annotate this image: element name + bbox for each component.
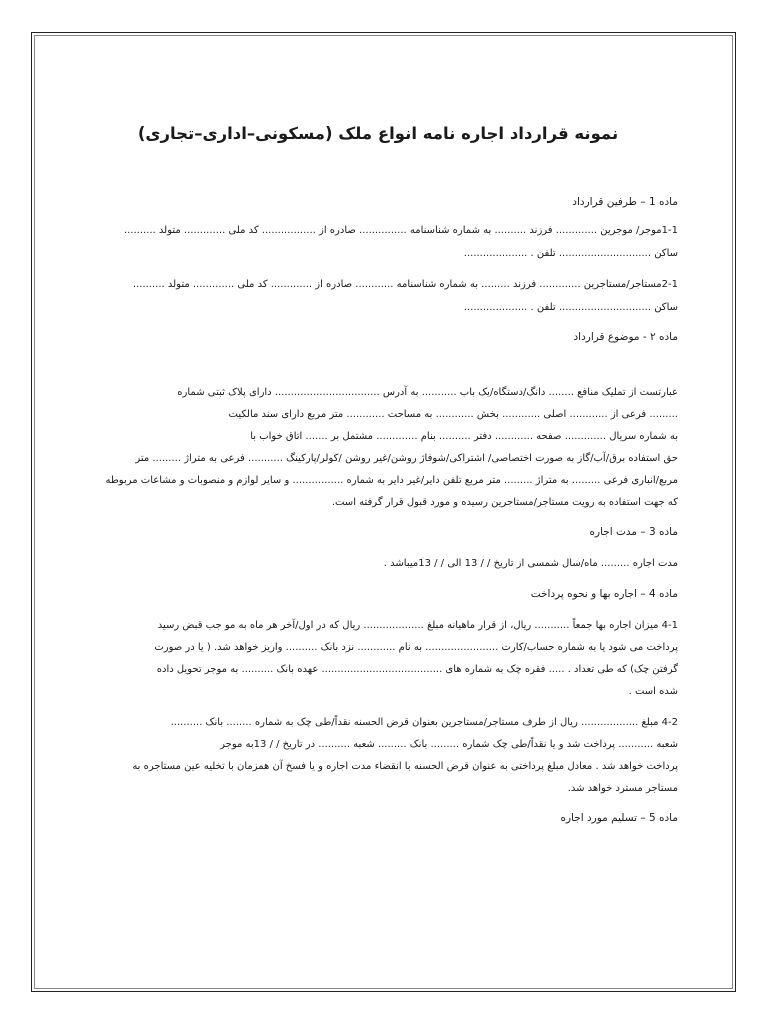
- rent-line-4: شده است .: [628, 685, 678, 697]
- tenant-line: 2-1مستاجر/مستاجرین ............. فرزند ......... به شماره شناسنامه ............ صادره از ............. کد ملی ............. متولد ..........: [132, 279, 678, 290]
- article-2-heading: ماده ۲ - موضوع قرارداد: [573, 331, 678, 343]
- landlord-address-line: ساکن ............................. تلفن . ....................: [463, 247, 678, 259]
- subject-line-1: عبارتست از تملیک منافع ........ دانگ/دستگاه/یک باب ........... به آدرس ................................. دارای پلاک ثبتی شماره: [177, 387, 678, 398]
- deposit-line-3: پرداخت خواهد شد . معادل مبلغ پرداختی به عنوان قرض الحسنه با انقضاء مدت اجاره و یا فسخ آن همزمان با تخلیه عین مستاجره به: [132, 760, 678, 772]
- article-1-heading: ماده 1 – طرفین قرارداد: [572, 196, 678, 208]
- subject-line-2: ......... فرعی از ............ اصلی ............ بخش ............ به مساحت ............ متر مربع دارای سند مالکیت: [228, 409, 678, 420]
- document-title: نمونه قرارداد اجاره نامه انواع ملک (مسکونی–اداری–تجاری): [137, 124, 619, 143]
- deposit-line-1: 4-2 مبلغ .................. ریال از طرف مستاجر/مستاجرین بعنوان قرض الحسنه نقداً/طی چک به شماره ........ بانک ..........: [170, 716, 678, 728]
- article-4-heading: ماده 4 – اجاره بها و نحوه پرداخت: [530, 587, 678, 600]
- deposit-line-4: مستاجر مسترد خواهد شد.: [567, 782, 678, 794]
- article-3-heading: ماده 3 – مدت اجاره: [589, 526, 678, 538]
- rent-line-3: گرفتن چک) که طی تعداد . ..... فقره چک به شماره های ...................................... عهده بانک .......... به موجر تحویل داده: [156, 663, 678, 675]
- subject-line-4: حق استفاده برق/آب/گاز به صورت اختصاصی/ اشتراکی/شوفاژ روشن/غیر روشن /کولر/پارکینگ ........... فرعی به متراژ ......... متر: [135, 453, 678, 464]
- deposit-line-2: شعبه ........... پرداخت شد و یا نقداً/طی چک شماره ......... بانک ......... شعبه .......... در تاریخ / / 13به موجر: [220, 738, 678, 750]
- article-5-heading: ماده 5 – تسلیم مورد اجاره: [560, 811, 678, 824]
- rent-line-1: 4-1 میزان اجاره بها جمعاً ........... ریال، از قرار ماهیانه مبلغ ................... ریال که در اول/آخر هر ماه به مو جب قبض رسید: [157, 619, 678, 631]
- document-body: [78, 124, 678, 827]
- tenant-address-line: ساکن ............................. تلفن . ....................: [463, 301, 678, 313]
- lease-term-line: مدت اجاره ......... ماه/سال شمسی از تاریخ / / 13 الی / / 13میباشد .: [383, 558, 678, 569]
- subject-line-3: به شماره سریال ............. صفحه ............ دفتر .......... بنام ............. مشتمل بر ....... اتاق خواب با: [250, 431, 678, 442]
- landlord-line: 1-1موجر/ موجرین ............. فرزند .......... به شماره شناسنامه ............... صادره از ................. کد ملی ............. متولد ..........: [123, 225, 678, 236]
- subject-line-6: که جهت استفاده به رویت مستاجر/مستاجرین رسیده و مورد قبول قرار گرفته است.: [331, 497, 678, 508]
- rent-line-2: پرداخت می شود یا به شماره حساب/کارت ....................... به نام ............ نزد بانک .......... واریز خواهد شد. ( یا در صورت: [154, 641, 678, 653]
- subject-line-5: مربع/انباری فرعی ......... به متراژ ......... متر مربع تلفن دایر/غیر دایر به شماره ................ و سایر لوازم و منصوبات و مشاعات مربوطه: [105, 475, 678, 486]
